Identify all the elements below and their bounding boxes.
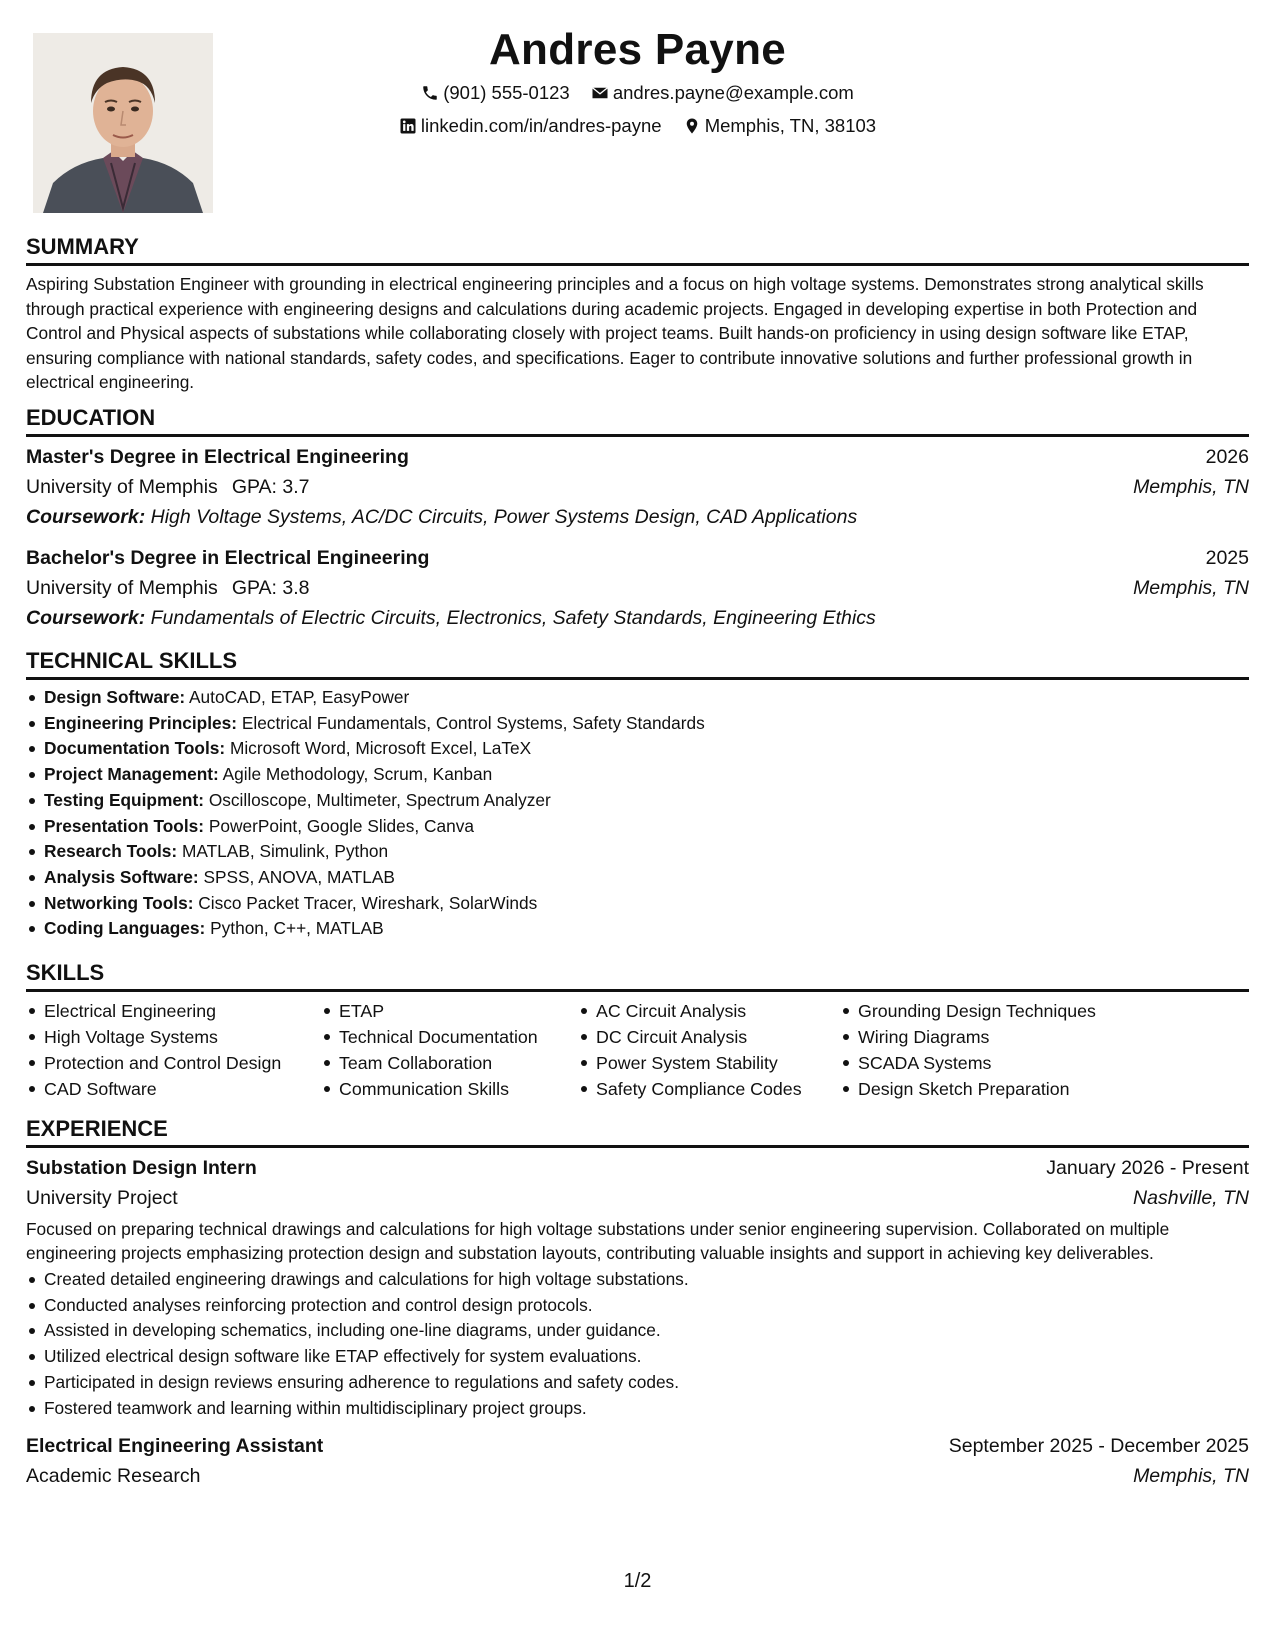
skill-category: Analysis Software: [44,866,199,887]
list-item: ETAP [339,998,578,1024]
list-item [44,736,1249,762]
skill-category: Networking Tools: [44,892,194,913]
list-item [44,865,1249,891]
section-divider [26,677,1249,680]
job-dates: January 2026 - Present [1046,1157,1249,1179]
skill-category: Testing Equipment: [44,789,205,810]
contact-line-1 [250,78,1025,111]
list-item: Electrical Engineering [44,998,321,1024]
section-divider [26,263,1249,266]
contact-line-2 [250,111,1025,144]
list-item: Technical Documentation [339,1024,578,1050]
organization: University Project [26,1187,178,1209]
skills-heading: SKILLS [26,960,105,985]
school-name: University of Memphis [26,577,218,599]
email-address: andres.payne@example.com [612,82,854,103]
profile-photo-image [33,33,213,213]
skill-category: Engineering Principles: [44,712,238,733]
job-location: Memphis, TN [1133,1465,1249,1488]
linkedin-url: linkedin.com/in/andres-payne [420,115,662,136]
phone-number: (901) 555-0123 [443,82,570,103]
job-title: Electrical Engineering Assistant [26,1435,324,1458]
list-item: Fostered teamwork and learning within multidisciplinary project groups. [44,1396,1249,1422]
email-contact[interactable] [591,78,854,108]
list-item: Design Sketch Preparation [858,1076,1096,1102]
summary-section [26,234,1249,395]
list-item: CAD Software [44,1076,321,1102]
school-name: University of Memphis [26,476,218,498]
linkedin-contact[interactable] [399,111,662,141]
technical-skills-section [26,648,1249,942]
list-item [44,814,1249,840]
location-contact [683,111,876,141]
experience-heading: EXPERIENCE [26,1116,168,1141]
skill-category: Coding Languages: [44,918,206,939]
skills-column [26,998,321,1102]
resume-header [250,22,1025,144]
skill-category: Design Software: [44,687,186,707]
list-item [44,711,1249,737]
list-item: Safety Compliance Codes [596,1076,840,1102]
skill-values: SPSS, ANOVA, MATLAB [203,866,395,887]
coursework-list: Fundamentals of Electric Circuits, Electronics, Safety Standards, Engineering Ethics [150,607,876,629]
summary-text: Aspiring Substation Engineer with grounding in electrical engineering principles and a focus on high voltage systems. Demonstrates strong analytical skills through practical experience with engineering designs and calculations during academic projects. Engaged in developing expertise in both Protection and Control and Physical aspects of substations while collaborating closely with project teams. Built hands-on proficiency in using design software like ETAP, ensuring compliance with national standards, safety codes, and specifications. Eager to contribute innovative solutions and further professional growth in electrical engineering. [26,274,1204,392]
gpa: GPA: 3.7 [231,476,310,498]
gpa: GPA: 3.8 [231,577,310,599]
skill-values: Oscilloscope, Multimeter, Spectrum Analyzer [208,789,551,810]
technical-skills-heading: TECHNICAL SKILLS [26,648,238,673]
experience-section [26,1116,1249,1491]
candidate-name: Andres Payne [488,25,787,74]
list-item [44,839,1249,865]
envelope-icon [591,84,609,102]
graduation-year: 2025 [1205,547,1249,569]
skill-values: Agile Methodology, Scrum, Kanban [222,764,493,785]
skills-column [840,998,1096,1102]
list-item: Utilized electrical design software like ETAP effectively for system evaluations. [44,1344,1249,1370]
skill-category: Research Tools: [44,841,178,862]
job-dates: September 2025 - December 2025 [948,1435,1249,1458]
page-number: 1/2 [623,1570,652,1592]
list-item [44,685,1249,711]
coursework-list: High Voltage Systems, AC/DC Circuits, Power Systems Design, CAD Applications [150,506,858,528]
skill-values: Python, C++, MATLAB [210,918,384,939]
skill-category: Documentation Tools: [44,738,226,759]
list-item: Grounding Design Techniques [858,998,1096,1024]
list-item [44,916,1249,942]
education-heading: EDUCATION [26,405,156,430]
list-item: AC Circuit Analysis [596,998,840,1024]
job-title: Substation Design Intern [26,1157,257,1179]
phone-contact [421,78,570,108]
coursework-label: Coursework: [26,607,146,629]
section-divider [26,1145,1249,1148]
skills-section [26,960,1249,1102]
list-item [44,762,1249,788]
school-name-gpa [26,573,310,603]
skills-column [321,998,578,1102]
education-entry [26,543,1249,633]
list-item: Team Collaboration [339,1050,578,1076]
skill-values: MATLAB, Simulink, Python [181,841,389,862]
list-item: Created detailed engineering drawings and calculations for high voltage substations. [44,1267,1249,1293]
section-divider [26,989,1249,992]
list-item: Power System Stability [596,1050,840,1076]
skill-category: Project Management: [44,764,219,785]
school-location: Memphis, TN [1133,577,1249,599]
school-location: Memphis, TN [1133,476,1249,498]
skill-values: Cisco Packet Tracer, Wireshark, SolarWinds [198,892,538,913]
skill-values: Electrical Fundamentals, Control Systems, Safety Standards [241,712,705,733]
coursework-line [26,603,1249,633]
coursework-label: Coursework: [26,506,146,528]
skills-column [578,998,840,1102]
skill-category: Presentation Tools: [44,815,205,836]
list-item: Conducted analyses reinforcing protection and control design protocols. [44,1293,1249,1319]
coursework-line [26,502,1249,532]
summary-heading: SUMMARY [26,234,139,259]
list-item: Protection and Control Design [44,1050,321,1076]
list-item [44,891,1249,917]
location-text: Memphis, TN, 38103 [704,115,877,136]
degree-title: Master's Degree in Electrical Engineering [26,446,409,468]
list-item [44,788,1249,814]
education-entry [26,442,1249,532]
map-pin-icon [683,117,701,135]
list-item: DC Circuit Analysis [596,1024,840,1050]
list-item: SCADA Systems [858,1050,1096,1076]
job-bullets [26,1267,1249,1421]
school-name-gpa [26,472,310,502]
job-description: Focused on preparing technical drawings and calculations for high voltage substations under senior engineering supervision. Collaborated on multiple engineering projects emphasizing protection design and substation layouts, contributing valuable insights and support in achieving key deliverables. [26,1219,1170,1263]
list-item: Wiring Diagrams [858,1024,1096,1050]
degree-title: Bachelor's Degree in Electrical Engineering [26,547,430,569]
list-item: High Voltage Systems [44,1024,321,1050]
education-section [26,405,1249,633]
technical-skills-list [26,685,1249,942]
experience-entry [26,1153,1249,1421]
organization: Academic Research [26,1465,201,1488]
skill-values: PowerPoint, Google Slides, Canva [208,815,474,836]
profile-photo [33,33,213,213]
list-item: Participated in design reviews ensuring adherence to regulations and safety codes. [44,1370,1249,1396]
experience-entry [26,1431,1249,1491]
list-item: Communication Skills [339,1076,578,1102]
phone-icon [421,84,439,102]
job-location: Nashville, TN [1133,1187,1249,1209]
skill-values: AutoCAD, ETAP, EasyPower [189,687,410,707]
linkedin-icon [399,117,417,135]
skills-grid [26,998,1249,1102]
graduation-year: 2026 [1205,446,1249,468]
section-divider [26,434,1249,437]
skill-values: Microsoft Word, Microsoft Excel, LaTeX [229,738,532,759]
list-item: Assisted in developing schematics, including one-line diagrams, under guidance. [44,1318,1249,1344]
